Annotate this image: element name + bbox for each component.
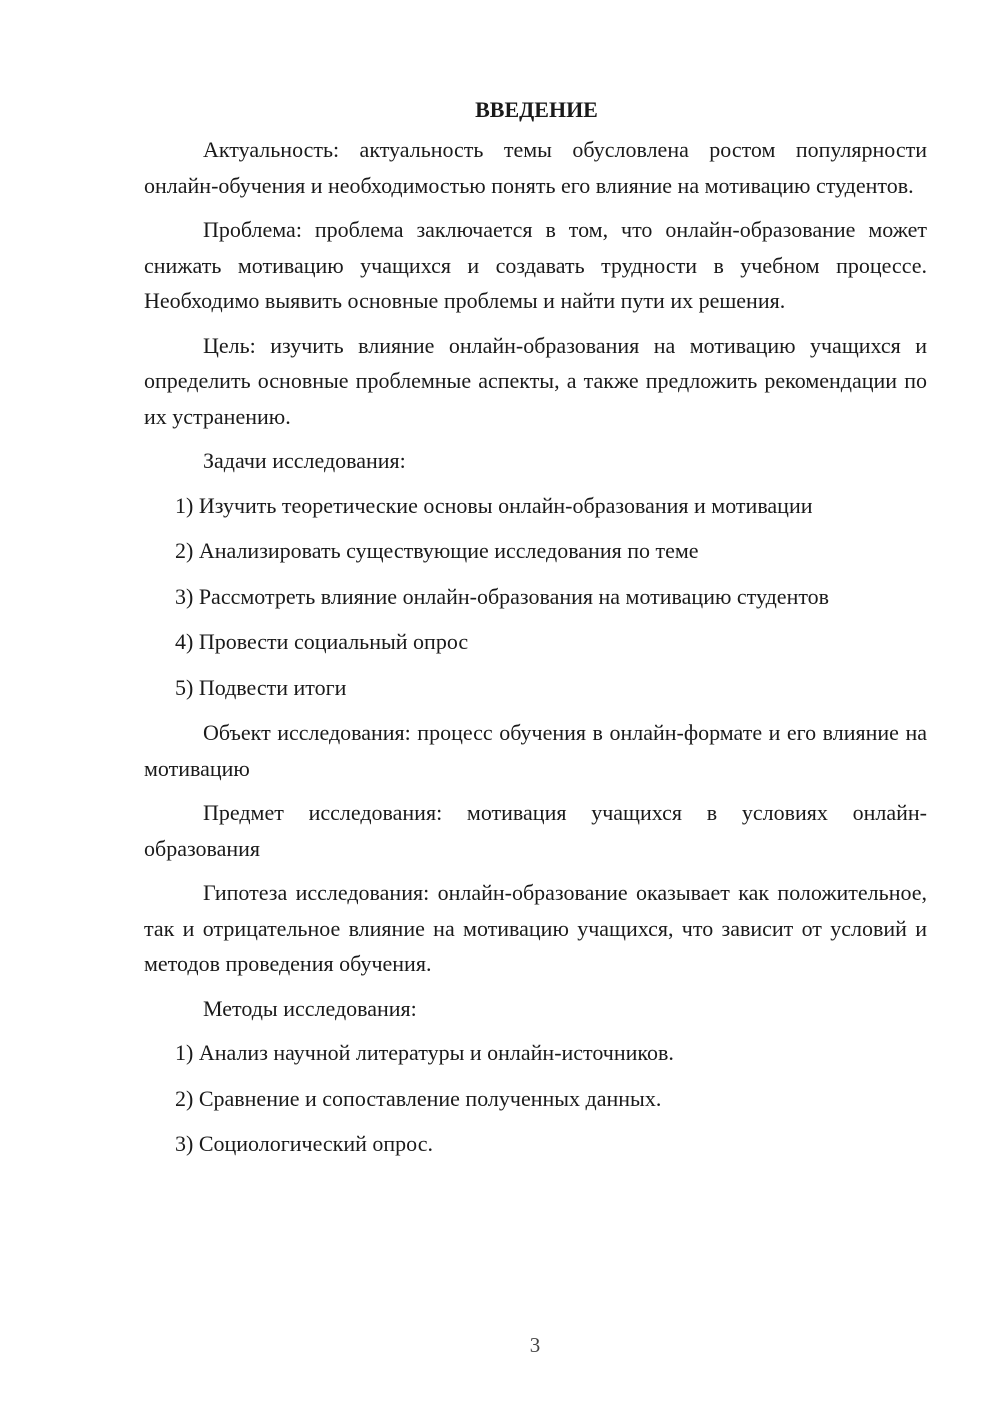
list-item: 4) Провести социальный опрос: [175, 629, 469, 654]
tasks-list: [144, 488, 927, 706]
subject-paragraph: Предмет исследования: мотивация учащихся в условиях онлайн-образования: [144, 800, 927, 861]
page-number: 3: [529, 1333, 541, 1357]
list-item: 3) Социологический опрос.: [175, 1131, 433, 1156]
goal-paragraph: Цель: изучить влияние онлайн-образования на мотивацию учащихся и определить основные проблемные аспекты, а также предложить рекомендации по их устранению.: [144, 332, 927, 429]
list-item: 2) Анализировать существующие исследования по теме: [175, 538, 699, 563]
section-heading: ВВЕДЕНИЕ: [475, 97, 598, 122]
problem-paragraph: Проблема: проблема заключается в том, что онлайн-образование может снижать мотивацию учащихся и создавать трудности в учебном процессе. Необходимо выявить основные проблемы и найти пути их решения.: [144, 217, 927, 313]
list-item: 1) Анализ научной литературы и онлайн-источников.: [175, 1040, 674, 1065]
relevance-paragraph: Актуальность: актуальность темы обусловлена ростом популярности онлайн-обучения и необходимостью понять его влияние на мотивацию студентов.: [144, 137, 927, 198]
list-item: 1) Изучить теоретические основы онлайн-образования и мотивации: [175, 492, 813, 518]
tasks-title: Задачи исследования:: [203, 448, 406, 473]
list-item: 2) Сравнение и сопоставление полученных данных.: [175, 1085, 662, 1111]
hypothesis-paragraph: Гипотеза исследования: онлайн-образование оказывает как положительное, так и отрицательное влияние на мотивацию учащихся, что зависит от условий и методов проведения обучения.: [144, 880, 927, 976]
methods-title: Методы исследования:: [203, 995, 417, 1021]
list-item: 3) Рассмотреть влияние онлайн-образования на мотивацию студентов: [175, 583, 830, 609]
document-page: [144, 90, 927, 1172]
list-item: 5) Подвести итоги: [175, 674, 347, 700]
methods-list: [144, 1035, 927, 1162]
object-paragraph: Объект исследования: процесс обучения в онлайн-формате и его влияние на мотивацию: [144, 720, 927, 781]
